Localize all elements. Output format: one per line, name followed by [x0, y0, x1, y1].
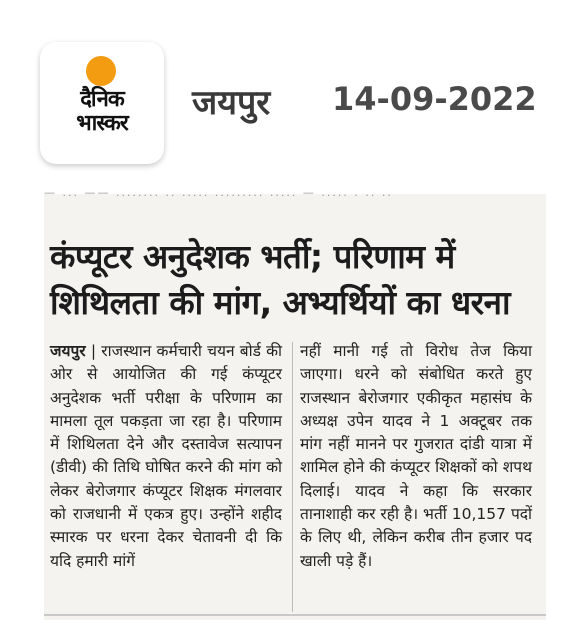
dainik-bhaskar-logo — [40, 42, 164, 164]
newspaper-clipping — [44, 186, 546, 620]
article-left-text: राजस्थान कर्मचारी चयन बोर्ड की ओर से आयोजित की गई कंप्यूटर अनुदेशक भर्ती परीक्षा के परिणाम का मामला तूल पकड़ता जा रहा है। परिणाम में शिथिलता देने और दस्तावेज सत्यापन (डीवी) की तिथि घोषित करने की मांग को लेकर बेरोजगार कंप्यूटर शिक्षक मंगलवार को राजधानी में एकत्र हुए। उन्होंने शहीद स्मारक पर धरना देकर चेतावनी दी कि यदि हमारी मांगें — [50, 342, 283, 570]
bottom-rule — [44, 614, 546, 616]
article-right-text: नहीं मानी गई तो विरोध तेज किया जाएगा। धरने को संबोधित करते हुए राजस्थान बेरोजगार एकीकृत महासंघ के अध्यक्ष उपेन यादव ने 1 अक्टूबर तक मांग नहीं मानने पर गुजरात दांडी यात्रा में शामिल होने की कंप्यूटर शिक्षकों को शपथ दिलाई। यादव ने कहा कि सरकार तानाशाही कर रही है। भर्ती 10,157 पदों के लिए थी, लेकिन करीब तीन हजार पद खाली पड़े हैं। — [300, 342, 532, 570]
article-dateline: जयपुर — [50, 342, 86, 360]
logo-text-bhaskar: भास्कर — [76, 111, 128, 136]
article-column-right — [300, 340, 532, 573]
edition-date: 14-09-2022 — [332, 80, 537, 118]
logo-text-dainik: दैनिक — [80, 87, 124, 112]
sun-icon — [86, 56, 116, 86]
column-divider — [292, 342, 293, 612]
cut-off-previous-text: — ... —— ........ .. ..... ......... ..... — ..... . .. .. — [44, 186, 393, 199]
article-headline: कंप्यूटर अनुदेशक भर्ती; परिणाम में शिथिलता की मांग, अभ्यर्थियों का धरना — [50, 237, 511, 322]
edition-city: जयपुर — [192, 83, 271, 123]
article-column-left: जयपुर | राजस्थान कर्मचारी चयन बोर्ड की ओर से आयोजित की गई कंप्यूटर अनुदेशक भर्ती परीक्षा के परिणाम का मामला तूल पकड़ता जा रहा है। परिणाम में शिथिलता देने और दस्तावेज सत्यापन (डीवी) की तिथि घोषित करने की मांग को लेकर बेरोजगार कंप्यूटर शिक्षक मंगलवार को राजधानी में एकत्र हुए। उन्होंने शहीद स्मारक पर धरना देकर चेतावनी दी कि यदि हमारी मांगें — [50, 342, 283, 570]
